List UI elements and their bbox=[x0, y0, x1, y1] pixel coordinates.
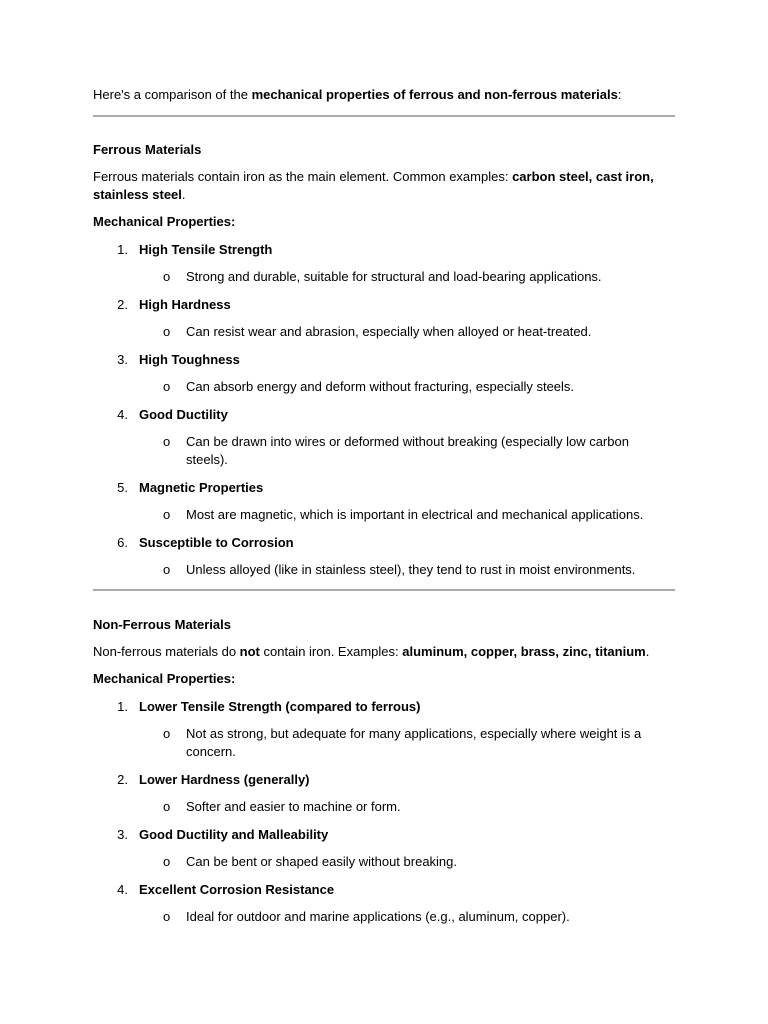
property-number: 2. bbox=[117, 296, 128, 312]
property-title bbox=[93, 816, 675, 844]
description-text: contain iron. Examples: bbox=[259, 644, 403, 659]
property-detail-text: Most are magnetic, which is important in electrical and mechanical applications. bbox=[186, 507, 644, 522]
properties-heading: Mechanical Properties: bbox=[93, 214, 236, 229]
bullet-marker: o bbox=[163, 562, 171, 577]
non-ferrous-section bbox=[93, 591, 675, 926]
property-item bbox=[93, 761, 675, 816]
bullet-marker: o bbox=[163, 507, 171, 522]
property-detail bbox=[93, 789, 675, 817]
property-detail-text: Unless alloyed (like in stainless steel), they tend to rust in moist environments. bbox=[186, 562, 636, 577]
section-title: Ferrous Materials bbox=[93, 142, 202, 157]
section-description bbox=[93, 159, 675, 204]
property-name: Excellent Corrosion Resistance bbox=[139, 881, 335, 897]
property-detail bbox=[93, 899, 675, 927]
property-name: High Hardness bbox=[139, 296, 231, 312]
property-number: 6. bbox=[117, 534, 128, 550]
non-ferrous-properties-list bbox=[93, 688, 675, 926]
property-detail bbox=[93, 314, 675, 342]
properties-heading: Mechanical Properties: bbox=[93, 671, 236, 686]
bullet-marker: o bbox=[163, 434, 171, 449]
bullet-marker: o bbox=[163, 726, 171, 741]
property-item bbox=[93, 231, 675, 286]
property-detail bbox=[93, 497, 675, 525]
property-detail-text: Can be drawn into wires or deformed without breaking (especially low carbon steels). bbox=[186, 434, 629, 467]
intro-lead: Here's a comparison of the bbox=[93, 87, 252, 102]
ferrous-properties-list bbox=[93, 231, 675, 579]
property-number: 4. bbox=[117, 406, 128, 422]
property-name: Good Ductility bbox=[139, 406, 228, 422]
property-title bbox=[93, 688, 675, 716]
description-examples: aluminum, copper, brass, zinc, titanium bbox=[402, 644, 646, 659]
property-detail-text: Can absorb energy and deform without fracturing, especially steels. bbox=[186, 379, 575, 394]
property-item bbox=[93, 524, 675, 579]
description-period: . bbox=[181, 187, 186, 202]
description-period: . bbox=[645, 644, 650, 659]
description-examples: carbon steel, cast iron, stainless steel bbox=[93, 169, 654, 202]
property-name: Good Ductility and Malleability bbox=[139, 826, 329, 842]
intro-topic: mechanical properties of ferrous and non-ferrous materials bbox=[251, 87, 618, 102]
property-number: 3. bbox=[117, 826, 128, 842]
property-title bbox=[93, 469, 675, 497]
property-detail-text: Softer and easier to machine or form. bbox=[186, 799, 401, 814]
bullet-marker: o bbox=[163, 854, 171, 869]
property-name: Lower Hardness (generally) bbox=[139, 771, 310, 787]
bullet-marker: o bbox=[163, 269, 171, 284]
property-number: 1. bbox=[117, 698, 128, 714]
bullet-marker: o bbox=[163, 324, 171, 339]
property-title bbox=[93, 286, 675, 314]
ferrous-section bbox=[93, 117, 675, 579]
property-number: 2. bbox=[117, 771, 128, 787]
property-number: 5. bbox=[117, 479, 128, 495]
property-detail bbox=[93, 369, 675, 397]
property-name: Magnetic Properties bbox=[139, 479, 264, 495]
property-number: 1. bbox=[117, 241, 128, 257]
document-body bbox=[93, 86, 675, 926]
property-name: Susceptible to Corrosion bbox=[139, 534, 294, 550]
property-title bbox=[93, 761, 675, 789]
property-title bbox=[93, 231, 675, 259]
property-item bbox=[93, 286, 675, 341]
property-name: Lower Tensile Strength (compared to ferrous) bbox=[139, 698, 421, 714]
property-item bbox=[93, 871, 675, 926]
description-text: Ferrous materials contain iron as the main element. Common examples: bbox=[93, 169, 513, 184]
property-detail bbox=[93, 844, 675, 872]
intro-text bbox=[93, 86, 675, 104]
property-number: 3. bbox=[117, 351, 128, 367]
property-title bbox=[93, 396, 675, 424]
section-description bbox=[93, 634, 675, 661]
property-item bbox=[93, 341, 675, 396]
property-item bbox=[93, 469, 675, 524]
property-title bbox=[93, 524, 675, 552]
intro-colon: : bbox=[617, 87, 622, 102]
bullet-marker: o bbox=[163, 909, 171, 924]
property-name: High Toughness bbox=[139, 351, 240, 367]
property-detail bbox=[93, 552, 675, 580]
property-detail-text: Not as strong, but adequate for many applications, especially where weight is a concern. bbox=[186, 726, 642, 759]
description-emphasis: not bbox=[239, 644, 260, 659]
property-title bbox=[93, 341, 675, 369]
property-number: 4. bbox=[117, 881, 128, 897]
property-detail-text: Ideal for outdoor and marine applications (e.g., aluminum, copper). bbox=[186, 909, 570, 924]
bullet-marker: o bbox=[163, 799, 171, 814]
property-detail bbox=[93, 716, 675, 762]
property-item bbox=[93, 816, 675, 871]
property-item bbox=[93, 688, 675, 761]
section-title: Non-Ferrous Materials bbox=[93, 617, 231, 632]
property-detail-text: Can be bent or shaped easily without breaking. bbox=[186, 854, 458, 869]
property-title bbox=[93, 871, 675, 899]
property-detail bbox=[93, 424, 675, 470]
property-item bbox=[93, 396, 675, 469]
description-text: Non-ferrous materials do bbox=[93, 644, 240, 659]
property-name: High Tensile Strength bbox=[139, 241, 273, 257]
property-detail bbox=[93, 259, 675, 287]
bullet-marker: o bbox=[163, 379, 171, 394]
property-detail-text: Strong and durable, suitable for structural and load-bearing applications. bbox=[186, 269, 602, 284]
property-detail-text: Can resist wear and abrasion, especially when alloyed or heat-treated. bbox=[186, 324, 592, 339]
